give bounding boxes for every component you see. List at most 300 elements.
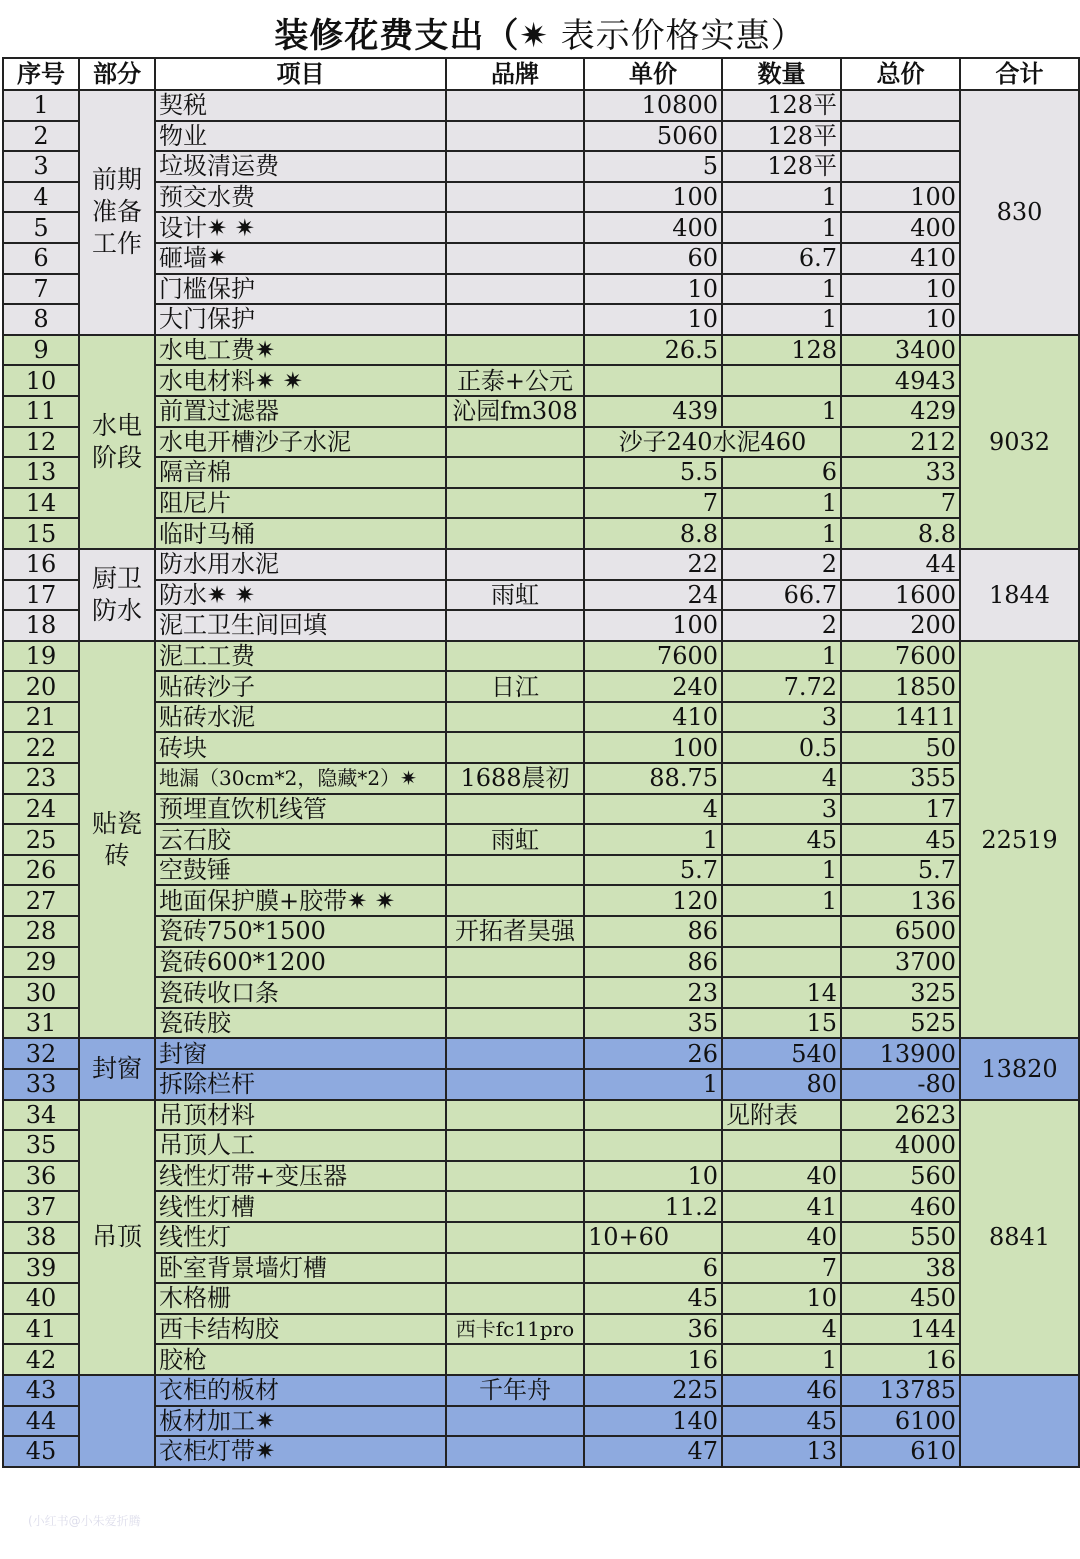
table-row <box>3 1130 1079 1161</box>
item-name: 贴砖水泥 <box>155 702 446 733</box>
brand <box>446 549 584 580</box>
item-name: 阻尼片 <box>155 488 446 519</box>
item-name: 泥工卫生间回填 <box>155 610 446 641</box>
brand: 日江 <box>446 671 584 702</box>
brand <box>446 335 584 366</box>
unit-price: 47 <box>584 1436 722 1467</box>
row-number: 36 <box>3 1161 79 1192</box>
table-row <box>3 304 1079 335</box>
subtotal: 10 <box>841 304 960 335</box>
quantity: 15 <box>722 1008 841 1039</box>
subtotal: 525 <box>841 1008 960 1039</box>
row-number: 2 <box>3 121 79 152</box>
subtotal: 3700 <box>841 947 960 978</box>
quantity: 45 <box>722 1406 841 1437</box>
brand <box>446 1191 584 1222</box>
unit-price: 1 <box>584 824 722 855</box>
item-name: 防水✷ ✷ <box>155 580 446 611</box>
unit-price: 6 <box>584 1253 722 1284</box>
unit-price: 1 <box>584 1069 722 1100</box>
row-number: 19 <box>3 641 79 672</box>
table-row <box>3 702 1079 733</box>
row-number: 26 <box>3 855 79 886</box>
brand <box>446 274 584 305</box>
quantity <box>722 947 841 978</box>
header-quantity: 数量 <box>722 58 841 90</box>
brand <box>446 641 584 672</box>
header-brand: 品牌 <box>446 58 584 90</box>
subtotal: 550 <box>841 1222 960 1253</box>
subtotal: 144 <box>841 1314 960 1345</box>
unit-price: 16 <box>584 1344 722 1375</box>
item-name: 设计✷ ✷ <box>155 212 446 243</box>
brand: 千年舟 <box>446 1375 584 1406</box>
row-number: 11 <box>3 396 79 427</box>
unit-price: 86 <box>584 916 722 947</box>
subtotal: 610 <box>841 1436 960 1467</box>
expense-table <box>2 57 1080 1468</box>
row-number: 30 <box>3 977 79 1008</box>
table-row <box>3 1344 1079 1375</box>
quantity: 540 <box>722 1038 841 1069</box>
quantity: 1 <box>722 518 841 549</box>
brand <box>446 182 584 213</box>
unit-price: 45 <box>584 1283 722 1314</box>
table-row <box>3 1008 1079 1039</box>
table-row <box>3 763 1079 794</box>
section-name: 厨卫防水 <box>79 549 155 641</box>
unit-price: 410 <box>584 702 722 733</box>
row-number: 18 <box>3 610 79 641</box>
subtotal: 429 <box>841 396 960 427</box>
item-name: 瓷砖750*1500 <box>155 916 446 947</box>
subtotal: 5.7 <box>841 855 960 886</box>
title-main: 装修花费支出（ <box>274 16 520 56</box>
table-row <box>3 1069 1079 1100</box>
row-number: 45 <box>3 1436 79 1467</box>
brand: 雨虹 <box>446 824 584 855</box>
brand <box>446 1161 584 1192</box>
subtotal: 460 <box>841 1191 960 1222</box>
quantity: 2 <box>722 549 841 580</box>
table-row <box>3 549 1079 580</box>
table-row <box>3 794 1079 825</box>
row-number: 3 <box>3 151 79 182</box>
unit-price: 88.75 <box>584 763 722 794</box>
subtotal: 50 <box>841 732 960 763</box>
quantity: 40 <box>722 1161 841 1192</box>
subtotal: 1411 <box>841 702 960 733</box>
brand <box>446 518 584 549</box>
row-number: 17 <box>3 580 79 611</box>
item-name: 水电材料✷ ✷ <box>155 365 446 396</box>
unit-price: 10800 <box>584 90 722 121</box>
subtotal <box>841 151 960 182</box>
section-total: 13820 <box>960 1038 1079 1099</box>
quantity: 128平 <box>722 121 841 152</box>
brand <box>446 243 584 274</box>
unit-price <box>584 1100 722 1131</box>
table-row <box>3 457 1079 488</box>
row-number: 38 <box>3 1222 79 1253</box>
brand <box>446 794 584 825</box>
item-name: 地漏（30cm*2，隐藏*2）✷ <box>155 763 446 794</box>
unit-price: 439 <box>584 396 722 427</box>
item-name: 预埋直饮机线管 <box>155 794 446 825</box>
subtotal: 13785 <box>841 1375 960 1406</box>
quantity: 见附表 <box>722 1100 841 1131</box>
row-number: 5 <box>3 212 79 243</box>
table-row <box>3 732 1079 763</box>
quantity: 1 <box>722 488 841 519</box>
item-name: 泥工工费 <box>155 641 446 672</box>
quantity: 128 <box>722 335 841 366</box>
quantity: 0.5 <box>722 732 841 763</box>
unit-price: 100 <box>584 610 722 641</box>
item-name: 大门保护 <box>155 304 446 335</box>
row-number: 40 <box>3 1283 79 1314</box>
row-number: 8 <box>3 304 79 335</box>
unit-price: 100 <box>584 732 722 763</box>
subtotal: -80 <box>841 1069 960 1100</box>
item-name: 前置过滤器 <box>155 396 446 427</box>
page-title <box>0 8 1080 57</box>
unit-price: 23 <box>584 977 722 1008</box>
item-name: 地面保护膜+胶带✷ ✷ <box>155 885 446 916</box>
quantity: 6 <box>722 457 841 488</box>
row-number: 24 <box>3 794 79 825</box>
item-name: 垃圾清运费 <box>155 151 446 182</box>
unit-price: 140 <box>584 1406 722 1437</box>
subtotal: 2623 <box>841 1100 960 1131</box>
quantity <box>722 365 841 396</box>
table-row <box>3 1038 1079 1069</box>
item-name: 隔音棉 <box>155 457 446 488</box>
subtotal: 1600 <box>841 580 960 611</box>
quantity: 66.7 <box>722 580 841 611</box>
item-name: 线性灯带+变压器 <box>155 1161 446 1192</box>
quantity: 1 <box>722 396 841 427</box>
quantity: 128平 <box>722 90 841 121</box>
item-name: 胶枪 <box>155 1344 446 1375</box>
unit-price: 60 <box>584 243 722 274</box>
brand <box>446 427 584 458</box>
subtotal: 6500 <box>841 916 960 947</box>
header-subtotal: 总价 <box>841 58 960 90</box>
quantity: 128平 <box>722 151 841 182</box>
subtotal: 44 <box>841 549 960 580</box>
brand: 沁园fm308 <box>446 396 584 427</box>
unit-price: 5.5 <box>584 457 722 488</box>
brand <box>446 732 584 763</box>
quantity: 3 <box>722 702 841 733</box>
quantity: 45 <box>722 824 841 855</box>
quantity: 1 <box>722 641 841 672</box>
table-row <box>3 824 1079 855</box>
brand: 开拓者昊强 <box>446 916 584 947</box>
unit-price: 4 <box>584 794 722 825</box>
subtotal: 560 <box>841 1161 960 1192</box>
brand <box>446 457 584 488</box>
section-name: 贴瓷砖 <box>79 641 155 1039</box>
table-row <box>3 947 1079 978</box>
subtotal: 6100 <box>841 1406 960 1437</box>
table-row <box>3 243 1079 274</box>
unit-price: 22 <box>584 549 722 580</box>
header-part: 部分 <box>79 58 155 90</box>
unit-price: 26 <box>584 1038 722 1069</box>
quantity: 1 <box>722 212 841 243</box>
quantity: 4 <box>722 1314 841 1345</box>
table-row <box>3 916 1079 947</box>
subtotal: 7600 <box>841 641 960 672</box>
subtotal: 355 <box>841 763 960 794</box>
unit-price: 24 <box>584 580 722 611</box>
section-name: 封窗 <box>79 1038 155 1099</box>
unit-price: 10+60 <box>584 1222 722 1253</box>
subtotal: 10 <box>841 274 960 305</box>
row-number: 23 <box>3 763 79 794</box>
row-number: 22 <box>3 732 79 763</box>
row-number: 41 <box>3 1314 79 1345</box>
subtotal: 38 <box>841 1253 960 1284</box>
unit-price <box>584 1130 722 1161</box>
quantity: 41 <box>722 1191 841 1222</box>
unit-price: 7 <box>584 488 722 519</box>
brand <box>446 1222 584 1253</box>
row-number: 43 <box>3 1375 79 1406</box>
table-row <box>3 1191 1079 1222</box>
table-row <box>3 1283 1079 1314</box>
table-row <box>3 274 1079 305</box>
quantity: 40 <box>722 1222 841 1253</box>
unit-price: 10 <box>584 304 722 335</box>
brand <box>446 702 584 733</box>
table-row <box>3 1406 1079 1437</box>
unit-price: 7600 <box>584 641 722 672</box>
brand <box>446 1344 584 1375</box>
table-row <box>3 151 1079 182</box>
quantity: 1 <box>722 1344 841 1375</box>
item-name: 木格栅 <box>155 1283 446 1314</box>
item-name: 瓷砖600*1200 <box>155 947 446 978</box>
item-name: 门槛保护 <box>155 274 446 305</box>
row-number: 1 <box>3 90 79 121</box>
section-total: 1844 <box>960 549 1079 641</box>
item-name: 砸墙✷ <box>155 243 446 274</box>
quantity: 4 <box>722 763 841 794</box>
brand <box>446 304 584 335</box>
table-row <box>3 1375 1079 1406</box>
quantity: 7.72 <box>722 671 841 702</box>
header-no: 序号 <box>3 58 79 90</box>
item-name: 吊顶人工 <box>155 1130 446 1161</box>
section-total <box>960 1375 1079 1467</box>
row-number: 13 <box>3 457 79 488</box>
quantity: 6.7 <box>722 243 841 274</box>
subtotal: 45 <box>841 824 960 855</box>
quantity: 1 <box>722 855 841 886</box>
brand <box>446 121 584 152</box>
item-name: 物业 <box>155 121 446 152</box>
unit-price: 120 <box>584 885 722 916</box>
item-name: 吊顶材料 <box>155 1100 446 1131</box>
table-row <box>3 488 1079 519</box>
row-number: 28 <box>3 916 79 947</box>
quantity: 2 <box>722 610 841 641</box>
brand <box>446 1038 584 1069</box>
brand <box>446 1069 584 1100</box>
brand <box>446 1100 584 1131</box>
item-name: 空鼓锤 <box>155 855 446 886</box>
quantity: 7 <box>722 1253 841 1284</box>
section-name: 吊顶 <box>79 1100 155 1375</box>
brand <box>446 855 584 886</box>
subtotal: 16 <box>841 1344 960 1375</box>
item-name: 封窗 <box>155 1038 446 1069</box>
unit-price: 225 <box>584 1375 722 1406</box>
title-note: ✷ 表示价格实惠） <box>519 16 806 56</box>
subtotal: 8.8 <box>841 518 960 549</box>
brand <box>446 947 584 978</box>
quantity: 3 <box>722 794 841 825</box>
brand <box>446 1406 584 1437</box>
subtotal: 325 <box>841 977 960 1008</box>
item-name: 防水用水泥 <box>155 549 446 580</box>
merged-price-qty: 沙子240水泥460 <box>584 427 841 458</box>
brand: 正泰+公元 <box>446 365 584 396</box>
quantity: 1 <box>722 182 841 213</box>
table-row <box>3 335 1079 366</box>
quantity <box>722 1130 841 1161</box>
section-total: 22519 <box>960 641 1079 1039</box>
brand: 雨虹 <box>446 580 584 611</box>
quantity: 46 <box>722 1375 841 1406</box>
unit-price: 5060 <box>584 121 722 152</box>
unit-price: 26.5 <box>584 335 722 366</box>
subtotal <box>841 121 960 152</box>
item-name: 瓷砖胶 <box>155 1008 446 1039</box>
unit-price: 86 <box>584 947 722 978</box>
table-row <box>3 1253 1079 1284</box>
unit-price: 5 <box>584 151 722 182</box>
item-name: 契税 <box>155 90 446 121</box>
item-name: 卧室背景墙灯槽 <box>155 1253 446 1284</box>
row-number: 7 <box>3 274 79 305</box>
unit-price: 240 <box>584 671 722 702</box>
header-row <box>3 58 1079 90</box>
table-row <box>3 1222 1079 1253</box>
item-name: 贴砖沙子 <box>155 671 446 702</box>
row-number: 39 <box>3 1253 79 1284</box>
unit-price: 10 <box>584 274 722 305</box>
row-number: 12 <box>3 427 79 458</box>
unit-price: 10 <box>584 1161 722 1192</box>
brand <box>446 1283 584 1314</box>
item-name: 板材加工✷ <box>155 1406 446 1437</box>
table-row <box>3 396 1079 427</box>
unit-price: 36 <box>584 1314 722 1345</box>
section-total: 830 <box>960 90 1079 335</box>
brand: 1688晨初 <box>446 763 584 794</box>
row-number: 6 <box>3 243 79 274</box>
subtotal: 7 <box>841 488 960 519</box>
unit-price: 400 <box>584 212 722 243</box>
table-row <box>3 580 1079 611</box>
row-number: 33 <box>3 1069 79 1100</box>
table-row <box>3 641 1079 672</box>
row-number: 4 <box>3 182 79 213</box>
subtotal: 400 <box>841 212 960 243</box>
section-total: 8841 <box>960 1100 1079 1375</box>
subtotal: 200 <box>841 610 960 641</box>
subtotal: 4943 <box>841 365 960 396</box>
subtotal: 4000 <box>841 1130 960 1161</box>
unit-price: 5.7 <box>584 855 722 886</box>
table-row <box>3 518 1079 549</box>
unit-price <box>584 365 722 396</box>
table-row <box>3 977 1079 1008</box>
row-number: 37 <box>3 1191 79 1222</box>
quantity <box>722 916 841 947</box>
unit-price: 35 <box>584 1008 722 1039</box>
item-name: 线性灯槽 <box>155 1191 446 1222</box>
subtotal: 13900 <box>841 1038 960 1069</box>
subtotal: 3400 <box>841 335 960 366</box>
table-row <box>3 1436 1079 1467</box>
item-name: 拆除栏杆 <box>155 1069 446 1100</box>
brand <box>446 885 584 916</box>
item-name: 衣柜灯带✷ <box>155 1436 446 1467</box>
brand <box>446 1130 584 1161</box>
brand <box>446 610 584 641</box>
brand <box>446 488 584 519</box>
item-name: 瓷砖收口条 <box>155 977 446 1008</box>
row-number: 21 <box>3 702 79 733</box>
brand <box>446 1436 584 1467</box>
row-number: 16 <box>3 549 79 580</box>
item-name: 衣柜的板材 <box>155 1375 446 1406</box>
item-name: 云石胶 <box>155 824 446 855</box>
quantity: 1 <box>722 304 841 335</box>
row-number: 32 <box>3 1038 79 1069</box>
table-row <box>3 1100 1079 1131</box>
row-number: 42 <box>3 1344 79 1375</box>
subtotal: 212 <box>841 427 960 458</box>
table-row <box>3 1161 1079 1192</box>
item-name: 线性灯 <box>155 1222 446 1253</box>
row-number: 31 <box>3 1008 79 1039</box>
subtotal: 410 <box>841 243 960 274</box>
quantity: 1 <box>722 274 841 305</box>
table-row <box>3 885 1079 916</box>
section-name <box>79 1375 155 1467</box>
brand: 西卡fc11pro <box>446 1314 584 1345</box>
row-number: 25 <box>3 824 79 855</box>
section-name: 前期准备工作 <box>79 90 155 335</box>
row-number: 14 <box>3 488 79 519</box>
header-unit-price: 单价 <box>584 58 722 90</box>
table-row <box>3 1314 1079 1345</box>
row-number: 35 <box>3 1130 79 1161</box>
row-number: 20 <box>3 671 79 702</box>
row-number: 9 <box>3 335 79 366</box>
brand <box>446 1253 584 1284</box>
unit-price: 8.8 <box>584 518 722 549</box>
subtotal: 33 <box>841 457 960 488</box>
item-name: 西卡结构胶 <box>155 1314 446 1345</box>
section-name: 水电阶段 <box>79 335 155 549</box>
